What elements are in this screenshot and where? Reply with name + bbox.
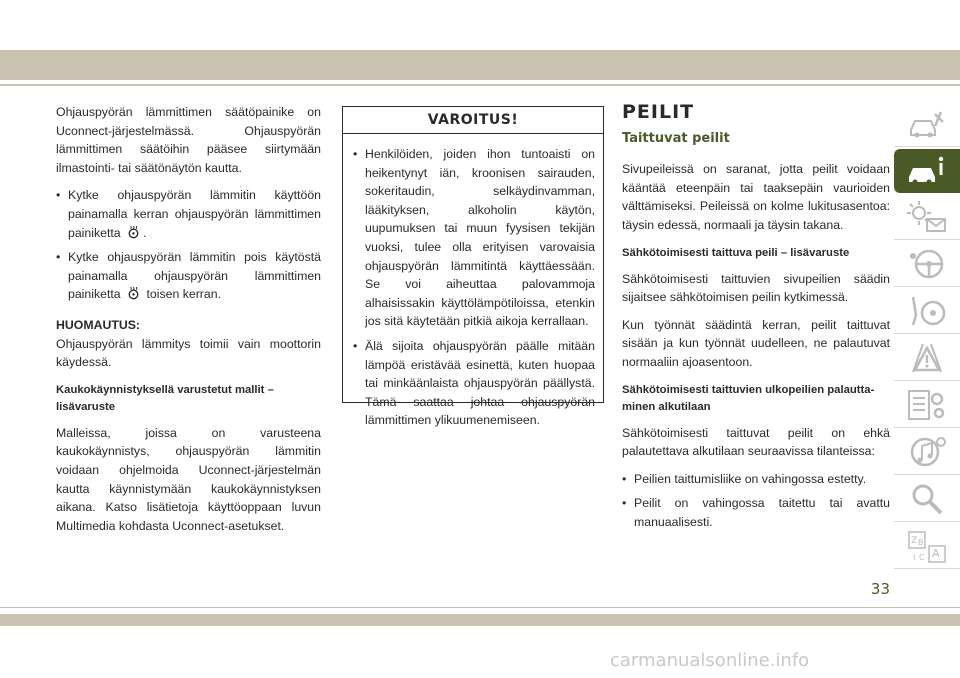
tab-multimedia[interactable] — [894, 430, 960, 475]
footer-band — [0, 614, 960, 626]
watermark: carmanualsonline.info — [610, 650, 810, 671]
tab-index-search[interactable] — [894, 477, 960, 522]
tab-safety[interactable] — [894, 242, 960, 287]
list-item: • Kytke ohjauspyörän lämmitin pois käytöstä painamalla ohjauspyörän lämmittimen painiketta toisen kerran. — [56, 250, 321, 302]
mirror-paragraph: Kun työnnät säädintä kerran, peilit taittuvat sisään ja kun työnnät uudelleen, ne palautuvat normaaliin ajoasentoon. — [622, 317, 890, 369]
intro-paragraph: Ohjauspyörän lämmittimen säätöpainike on Uconnect-järjestelmässä. Ohjauspyörän lämmittimen säätöihin pääsee siirtymään ilmastointi- tai säätönäytön kautta. — [56, 105, 321, 175]
svg-text:A: A — [932, 547, 940, 560]
tab-car-tools[interactable] — [894, 102, 960, 147]
remote-start-subheading: Kaukokäynnistyksellä varustetut mallit – lisävaruste — [56, 383, 274, 413]
tab-servicing[interactable] — [894, 383, 960, 428]
light-envelope-icon — [905, 199, 949, 235]
svg-text:C: C — [919, 553, 925, 562]
mirror-paragraph: Sähkötoimisesti taittuvien sivupeilien säädin sijaitsee sähkötoimisen peilin kytkimessä. — [622, 271, 890, 305]
tab-emergency[interactable] — [894, 336, 960, 381]
list-item: • Kytke ohjauspyörän lämmitin käyttöön painamalla kerran ohjauspyörän lämmittimen painiketta . — [56, 188, 321, 240]
alphabet-index-icon — [905, 528, 949, 564]
bullet-text: Kytke ohjauspyörän lämmitin pois käytöstä painamalla ohjauspyörän lämmittimen painiketta — [68, 250, 321, 302]
mirror-paragraph: Sähkötoimisesti taittuvat peilit on ehkä palautettava alkutilaan seuraavissa tilanteissa: — [622, 425, 890, 459]
tools-wheel-icon — [905, 293, 949, 329]
mirror-paragraph: Sivupeileissä on saranat, jotta peilit voidaan kääntää eteenpäin tai taaksepäin vaurioiden välttämiseksi. Peileissä on kolme lukitusasentoa: täysin edessä, normaali ja täysin takana. — [622, 162, 890, 232]
power-fold-subheading: Sähkötoimisesti taittuva peili – lisävaruste — [622, 246, 850, 259]
note-text: Ohjauspyörän lämmitys toimii vain moottorin käydessä. — [56, 336, 321, 370]
svg-text:B: B — [918, 538, 924, 547]
heated-steering-wheel-icon — [127, 287, 140, 300]
tab-car-info[interactable] — [894, 149, 960, 193]
reset-subheading: Sähkötoimisesti taittuvien ulkopeilien palauttaminen alkutilaan — [622, 383, 875, 413]
warning-road-icon — [905, 340, 949, 376]
tab-starting-operating[interactable] — [894, 289, 960, 334]
header-rule — [0, 84, 960, 86]
chapter-tabs — [894, 102, 960, 571]
warning-item: • Henkilöiden, joiden ihon tuntoaisti on heikentynyt iän, kroonisen sairauden, sokeritaudin, selkäydinvamman, lääkityksen, alkoholin käytön, uupumuksen tai muun fyysisen tekijän vuoksi, tulee olla erityisen varovaisia ohjauspyörän lämmitintä käyttäessään. Se voi aiheuttaa palovammoja alhaisissakin käyttölämpötiloissa, etenkin jos sitä käytetään pitkiä aikoja kerrallaan. — [353, 147, 595, 329]
warning-item: • Älä sijoita ohjauspyörän päälle mitään lämpöä eristävää esinettä, kuten huopaa tai minkäänlaista ohjauspyörän päällystä. Tämä saattaa johtaa ohjauspyörän lämmittimen ylikuumenemiseen. — [353, 338, 595, 428]
header-band — [0, 50, 960, 80]
list-item: • Peilit on vahingossa taitettu tai avattu manuaalisesti. — [622, 496, 890, 529]
tab-alphabetical-index[interactable] — [894, 524, 960, 569]
column-left — [56, 103, 321, 544]
list-item: • Peilien taittumisliike on vahingossa estetty. — [622, 471, 867, 486]
search-icon — [905, 481, 949, 517]
warning-box — [342, 106, 604, 428]
music-gear-icon — [905, 434, 949, 470]
svg-text:Z: Z — [911, 536, 918, 546]
list-gears-icon — [905, 387, 949, 423]
car-info-icon — [905, 153, 949, 189]
note-title: HUOMAUTUS: — [56, 317, 141, 332]
footer-rule — [0, 607, 960, 608]
tab-lights-messages[interactable] — [894, 195, 960, 240]
car-tools-icon — [905, 106, 949, 142]
remote-start-paragraph: Malleissa, joissa on varusteena kaukokäynnistys, ohjauspyörän lämmitin voidaan ohjelmoida Uconnect-järjestelmän kautta käynnistymään kaukokäynnistyksen aikana. Katso lisätietoja käyttöoppaan luvun Multimedia kohdasta Uconnect-asetukset. — [56, 425, 321, 533]
page-number: 33 — [870, 580, 890, 598]
bullet-text: Kytke ohjauspyörän lämmitin käyttöön painamalla kerran ohjauspyörän lämmittimen painiketta — [68, 188, 321, 240]
section-heading: PEILIT — [622, 101, 695, 123]
steering-wheel-person-icon — [905, 246, 949, 282]
column-right — [622, 103, 890, 538]
heated-steering-wheel-icon — [127, 226, 140, 239]
warning-title: VAROITUS! — [343, 107, 603, 134]
svg-text:I: I — [913, 553, 916, 562]
section-subheading: Taittuvat peilit — [622, 130, 730, 146]
